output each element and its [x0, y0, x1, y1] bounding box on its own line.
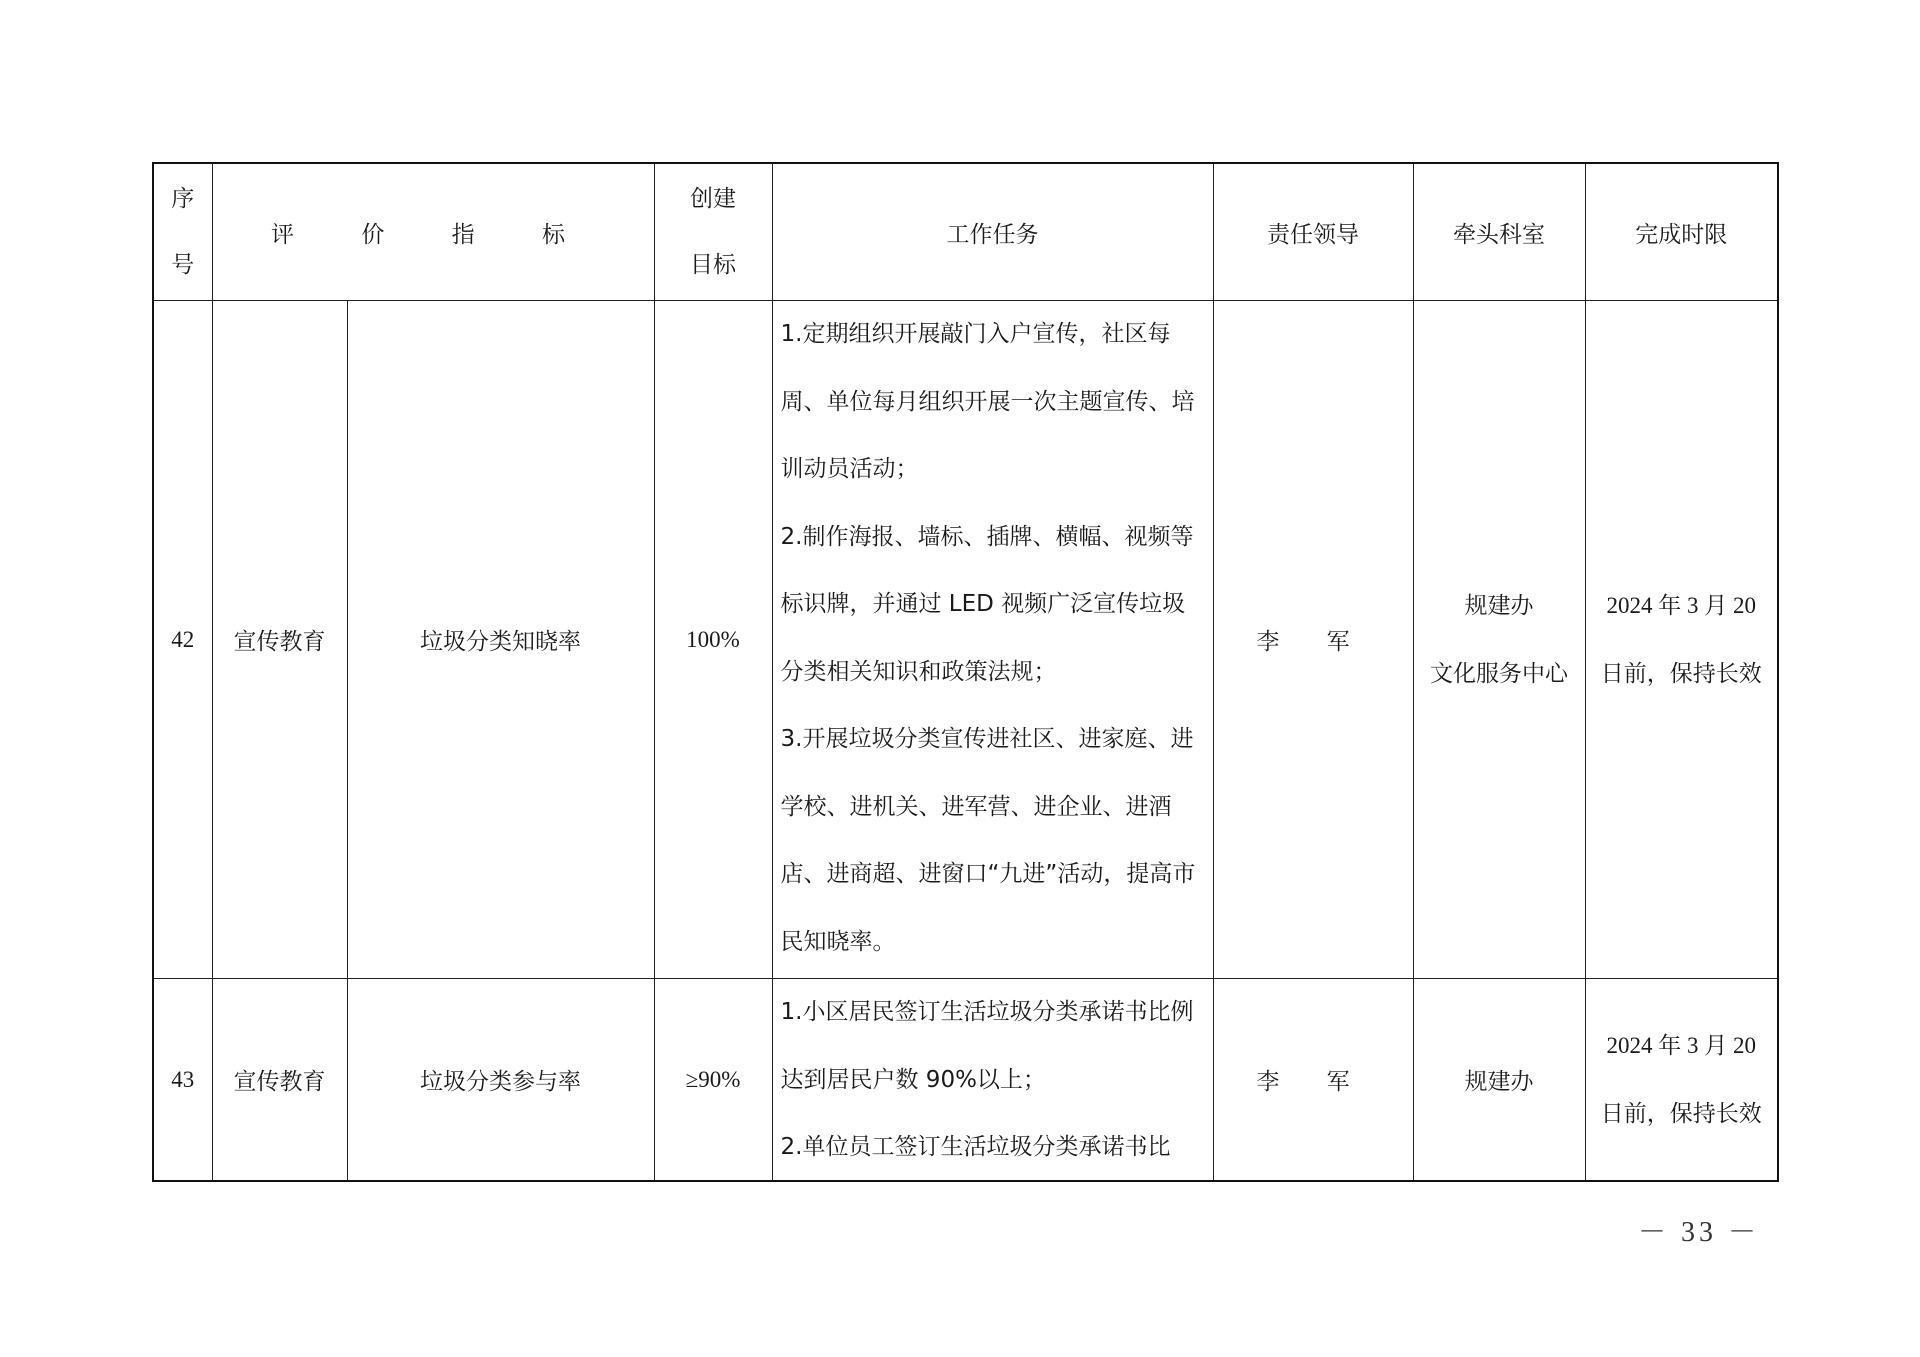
header-eval: 评 价 指 标	[212, 163, 654, 301]
deadline-line: 日前，保持长效	[1600, 660, 1762, 687]
table-row	[153, 979, 1778, 1182]
row-tasks	[772, 979, 1213, 1182]
row-indicator: 垃圾分类参与率	[347, 979, 654, 1182]
header-seq-top: 序	[171, 186, 195, 212]
row-leader: 李 军	[1213, 979, 1413, 1182]
task-item: 1.小区居民签订生活垃圾分类承诺书比例达到居民户数 90%以上；	[780, 999, 1194, 1093]
row-dept: 规建办	[1413, 979, 1585, 1182]
row-dept	[1413, 301, 1585, 979]
dept-line: 文化服务中心	[1430, 660, 1568, 687]
row-deadline	[1585, 301, 1778, 979]
header-seq	[153, 163, 212, 301]
task-item: 2.单位员工签订生活垃圾分类承诺书比	[780, 1134, 1171, 1160]
header-goal-bottom: 目标	[690, 252, 736, 278]
header-goal-top: 创建	[690, 186, 736, 212]
evaluation-table	[152, 162, 1779, 1182]
row-category: 宣传教育	[212, 979, 347, 1182]
row-leader: 李 军	[1213, 301, 1413, 979]
header-dept: 牵头科室	[1413, 163, 1585, 301]
page-number: － 33 －	[1637, 1217, 1760, 1248]
row-seq: 42	[153, 301, 212, 979]
row-indicator: 垃圾分类知晓率	[347, 301, 654, 979]
deadline-line: 2024 年 3 月 20	[1606, 1032, 1756, 1058]
header-seq-bottom: 号	[171, 252, 195, 278]
deadline-line: 日前，保持长效	[1600, 1100, 1762, 1127]
header-deadline: 完成时限	[1585, 163, 1778, 301]
dept-line: 规建办	[1464, 592, 1534, 619]
header-task: 工作任务	[772, 163, 1213, 301]
deadline-line: 2024 年 3 月 20	[1606, 592, 1756, 618]
header-row	[153, 163, 1778, 301]
header-leader: 责任领导	[1213, 163, 1413, 301]
task-item: 2.制作海报、墙标、插牌、横幅、视频等标识牌，并通过 LED 视频广泛宣传垃圾分类相关知识和政策法规；	[780, 523, 1194, 685]
row-goal: 100%	[654, 301, 772, 979]
header-goal	[654, 163, 772, 301]
task-item: 1.定期组织开展敲门入户宣传，社区每周、单位每月组织开展一次主题宣传、培训动员活动；	[780, 321, 1195, 482]
row-seq: 43	[153, 979, 212, 1182]
row-goal: ≥90%	[654, 979, 772, 1182]
row-deadline	[1585, 979, 1778, 1182]
table-row	[153, 301, 1778, 979]
task-item: 3.开展垃圾分类宣传进社区、进家庭、进学校、进机关、进军营、进企业、进酒店、进商超、进窗口“九进”活动，提高市民知晓率。	[780, 726, 1196, 955]
task-list	[781, 979, 1207, 1180]
row-tasks	[772, 301, 1213, 979]
row-category: 宣传教育	[212, 301, 347, 979]
